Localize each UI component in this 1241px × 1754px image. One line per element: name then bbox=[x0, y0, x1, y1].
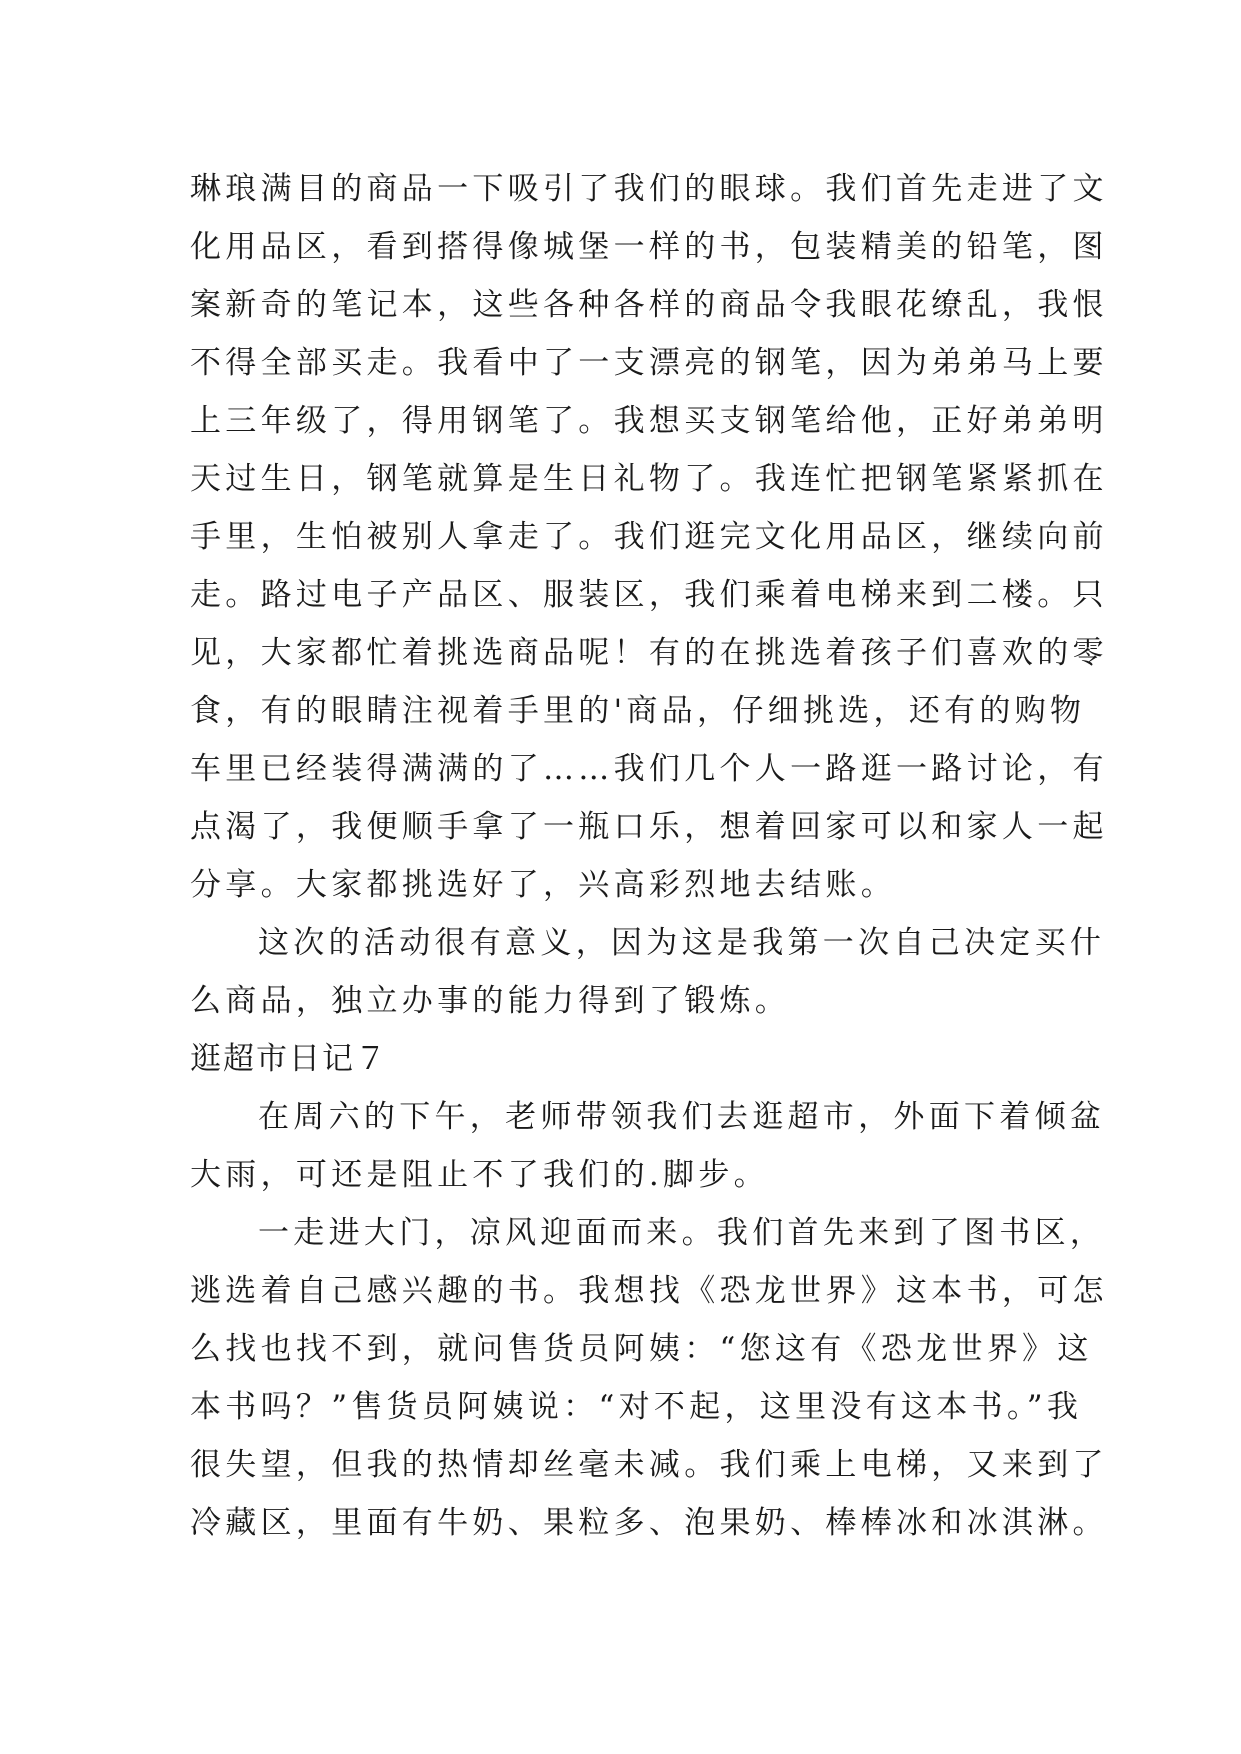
text-line: 不得全部买走。我看中了一支漂亮的钢笔，因为弟弟马上要 bbox=[190, 345, 1108, 381]
text-line: 本书吗？”售货员阿姨说：“对不起，这里没有这本书。”我 bbox=[190, 1389, 1083, 1425]
paragraph-first-line: 在周六的下午，老师带领我们去逛超市，外面下着倾盆 bbox=[258, 1099, 1106, 1135]
paragraph-first-line: 这次的活动很有意义，因为这是我第一次自己决定买什 bbox=[258, 925, 1106, 961]
text-line: 分享。大家都挑选好了，兴高彩烈地去结账。 bbox=[190, 867, 896, 903]
text-line: 走。路过电子产品区、服装区，我们乘着电梯来到二楼。只 bbox=[190, 577, 1108, 613]
text-line: 上三年级了，得用钢笔了。我想买支钢笔给他，正好弟弟明 bbox=[190, 403, 1108, 439]
text-line: 见，大家都忙着挑选商品呢！有的在挑选着孩子们喜欢的零 bbox=[190, 635, 1108, 671]
text-line: 么找也找不到，就问售货员阿姨：“您这有《恐龙世界》这 bbox=[190, 1331, 1093, 1367]
text-line: 逃选着自己感兴趣的书。我想找《恐龙世界》这本书，可怎 bbox=[190, 1273, 1108, 1309]
text-line: 案新奇的笔记本，这些各种各样的商品令我眼花缭乱，我恨 bbox=[190, 287, 1108, 323]
paragraph-first-line: 一走进大门，凉风迎面而来。我们首先来到了图书区， bbox=[258, 1215, 1106, 1251]
text-line: 冷藏区，里面有牛奶、果粒多、泡果奶、棒棒冰和冰淇淋。 bbox=[190, 1505, 1108, 1541]
text-line: 点渴了，我便顺手拿了一瓶口乐，想着回家可以和家人一起 bbox=[190, 809, 1108, 845]
text-line: 车里已经装得满满的了……我们几个人一路逛一路讨论，有 bbox=[190, 751, 1108, 787]
text-line: 化用品区，看到搭得像城堡一样的书，包装精美的铅笔，图 bbox=[190, 229, 1108, 265]
text-line: 手里，生怕被别人拿走了。我们逛完文化用品区，继续向前 bbox=[190, 519, 1108, 555]
section-heading: 逛超市日记７ bbox=[190, 1041, 388, 1077]
text-line: 么商品，独立办事的能力得到了锻炼。 bbox=[190, 983, 791, 1019]
text-line: 琳琅满目的商品一下吸引了我们的眼球。我们首先走进了文 bbox=[190, 171, 1108, 207]
text-line: 天过生日，钢笔就算是生日礼物了。我连忙把钢笔紧紧抓在 bbox=[190, 461, 1108, 497]
text-line: 很失望，但我的热情却丝毫未减。我们乘上电梯，又来到了 bbox=[190, 1447, 1108, 1483]
text-line: 食，有的眼睛注视着手里的'商品，仔细挑选，还有的购物 bbox=[190, 693, 1086, 729]
text-line: 大雨，可还是阻止不了我们的.脚步。 bbox=[190, 1157, 769, 1193]
document-body bbox=[190, 160, 1108, 1552]
